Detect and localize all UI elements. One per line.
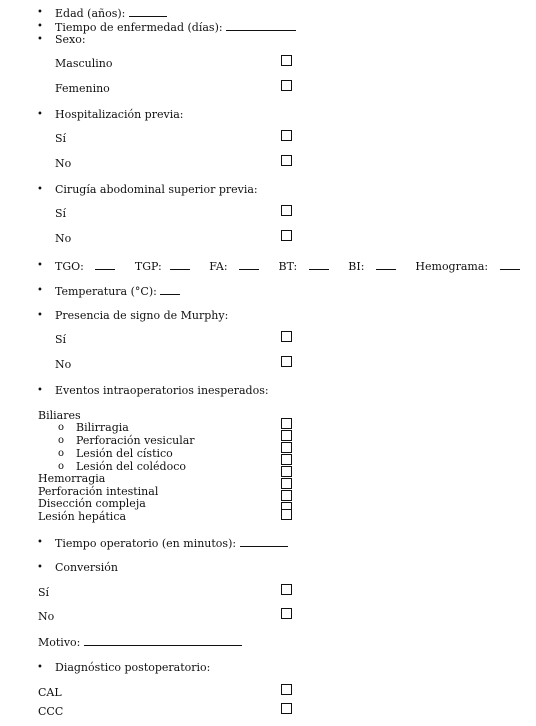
lab-bi-label: BI: [348, 260, 365, 273]
intraop-checkbox-2[interactable] [281, 430, 292, 441]
lab-tgp [135, 260, 198, 273]
temperature-input[interactable] [160, 284, 180, 295]
subbullet-3: o [58, 448, 65, 459]
prev-hosp-option-no: No [55, 157, 72, 170]
op-time-input[interactable] [240, 536, 288, 547]
prev-hosp-si-checkbox[interactable] [281, 130, 292, 141]
subbullet-2: o [58, 435, 65, 446]
subbullet-1: o [58, 422, 65, 433]
intraop-checkbox-6[interactable] [281, 478, 292, 489]
prev-hosp-option-si: Sí [55, 132, 67, 145]
conversion-no-checkbox[interactable] [281, 608, 292, 619]
intraop-checkbox-5[interactable] [281, 466, 292, 477]
murphy-option-no: No [55, 358, 72, 371]
conversion-option-si: Sí [38, 586, 50, 599]
intraop-sub-lesion-coledoco: Lesión del colédoco [76, 460, 187, 473]
age-row [55, 6, 167, 20]
op-time-label: Tiempo operatorio (en minutos): [55, 537, 237, 550]
age-label: Edad (años): [55, 7, 126, 20]
bullet-postop-dx: • [37, 662, 43, 673]
bullet-prev-surgery: • [37, 184, 43, 195]
age-input[interactable] [129, 6, 167, 17]
sex-option-femenino: Femenino [55, 82, 110, 95]
intraop-checkbox-9[interactable] [281, 509, 292, 520]
prev-surgery-option-no: No [55, 232, 72, 245]
sex-femenino-checkbox[interactable] [281, 80, 292, 91]
postop-dx-option-ccc: CCC [38, 705, 64, 718]
lab-bt [279, 260, 337, 273]
illness-time-label: Tiempo de enfermedad (días): [55, 21, 223, 34]
op-time-row [55, 536, 288, 550]
bullet-murphy: • [37, 310, 43, 321]
bullet-prev-hosp: • [37, 109, 43, 120]
intraop-sub-perforacion-vesicular: Perforación vesicular [76, 434, 195, 447]
postop-dx-cal-checkbox[interactable] [281, 684, 292, 695]
prev-surgery-option-si: Sí [55, 207, 67, 220]
lab-fa-label: FA: [209, 260, 228, 273]
intraop-other-lesion-hepatica: Lesión hepática [38, 510, 127, 523]
conversion-si-checkbox[interactable] [281, 584, 292, 595]
subbullet-4: o [58, 461, 65, 472]
intraop-sub-lesion-cistico: Lesión del cístico [76, 447, 173, 460]
prev-surgery-no-checkbox[interactable] [281, 230, 292, 241]
intraop-checkbox-7[interactable] [281, 490, 292, 501]
lab-fa-input[interactable] [239, 259, 259, 270]
sex-label: Sexo: [55, 33, 86, 46]
lab-bt-label: BT: [278, 260, 298, 273]
intraop-other-diseccion-compleja: Disección compleja [38, 497, 146, 510]
bullet-sex: • [37, 34, 43, 45]
intraop-checkbox-1[interactable] [281, 418, 292, 429]
intraop-other-perforacion-intestinal: Perforación intestinal [38, 485, 159, 498]
lab-tgo-label: TGO: [55, 260, 84, 273]
illness-time-input[interactable] [226, 20, 296, 31]
intraop-sub-bilirragia: Bilirragia [76, 421, 129, 434]
conversion-label: Conversión [55, 561, 118, 574]
lab-fa [209, 260, 267, 273]
postop-dx-label: Diagnóstico postoperatorio: [55, 661, 211, 674]
intraop-other-hemorragia: Hemorragia [38, 472, 106, 485]
bullet-intraop: • [37, 385, 43, 396]
bullet-conversion: • [37, 562, 43, 573]
lab-hemograma [415, 260, 527, 273]
murphy-label: Presencia de signo de Murphy: [55, 309, 229, 322]
illness-time-row [55, 20, 296, 34]
intraop-group-biliares: Biliares [38, 409, 81, 422]
lab-bt-input[interactable] [309, 259, 329, 270]
bullet-labs: • [37, 260, 43, 271]
motive-label: Motivo: [38, 636, 81, 649]
sex-masculino-checkbox[interactable] [281, 55, 292, 66]
postop-dx-option-cal: CAL [38, 686, 62, 699]
lab-hemograma-label: Hemograma: [415, 260, 489, 273]
prev-surgery-si-checkbox[interactable] [281, 205, 292, 216]
lab-tgo-input[interactable] [95, 259, 115, 270]
bullet-illness-time: • [37, 21, 43, 32]
temperature-row [55, 284, 180, 298]
lab-tgo [55, 260, 123, 273]
lab-bi [348, 260, 404, 273]
motive-input[interactable] [84, 635, 242, 646]
lab-tgp-label: TGP: [134, 260, 162, 273]
bullet-op-time: • [37, 537, 43, 548]
intraop-checkbox-3[interactable] [281, 442, 292, 453]
labs-row [55, 259, 536, 273]
postop-dx-ccc-checkbox[interactable] [281, 703, 292, 714]
prev-surgery-label: Cirugía abodominal superior previa: [55, 183, 258, 196]
temperature-label: Temperatura (°C): [55, 285, 157, 298]
bullet-temperature: • [37, 285, 43, 296]
murphy-no-checkbox[interactable] [281, 356, 292, 367]
murphy-si-checkbox[interactable] [281, 331, 292, 342]
prev-hosp-label: Hospitalización previa: [55, 108, 184, 121]
bullet-age: • [37, 7, 43, 18]
lab-tgp-input[interactable] [170, 259, 190, 270]
intraop-label: Eventos intraoperatorios inesperados: [55, 384, 269, 397]
prev-hosp-no-checkbox[interactable] [281, 155, 292, 166]
lab-bi-input[interactable] [376, 259, 396, 270]
lab-hemograma-input[interactable] [500, 259, 520, 270]
sex-option-masculino: Masculino [55, 57, 113, 70]
murphy-option-si: Sí [55, 333, 67, 346]
conversion-option-no: No [38, 610, 55, 623]
motive-row [38, 635, 242, 649]
intraop-checkbox-4[interactable] [281, 454, 292, 465]
